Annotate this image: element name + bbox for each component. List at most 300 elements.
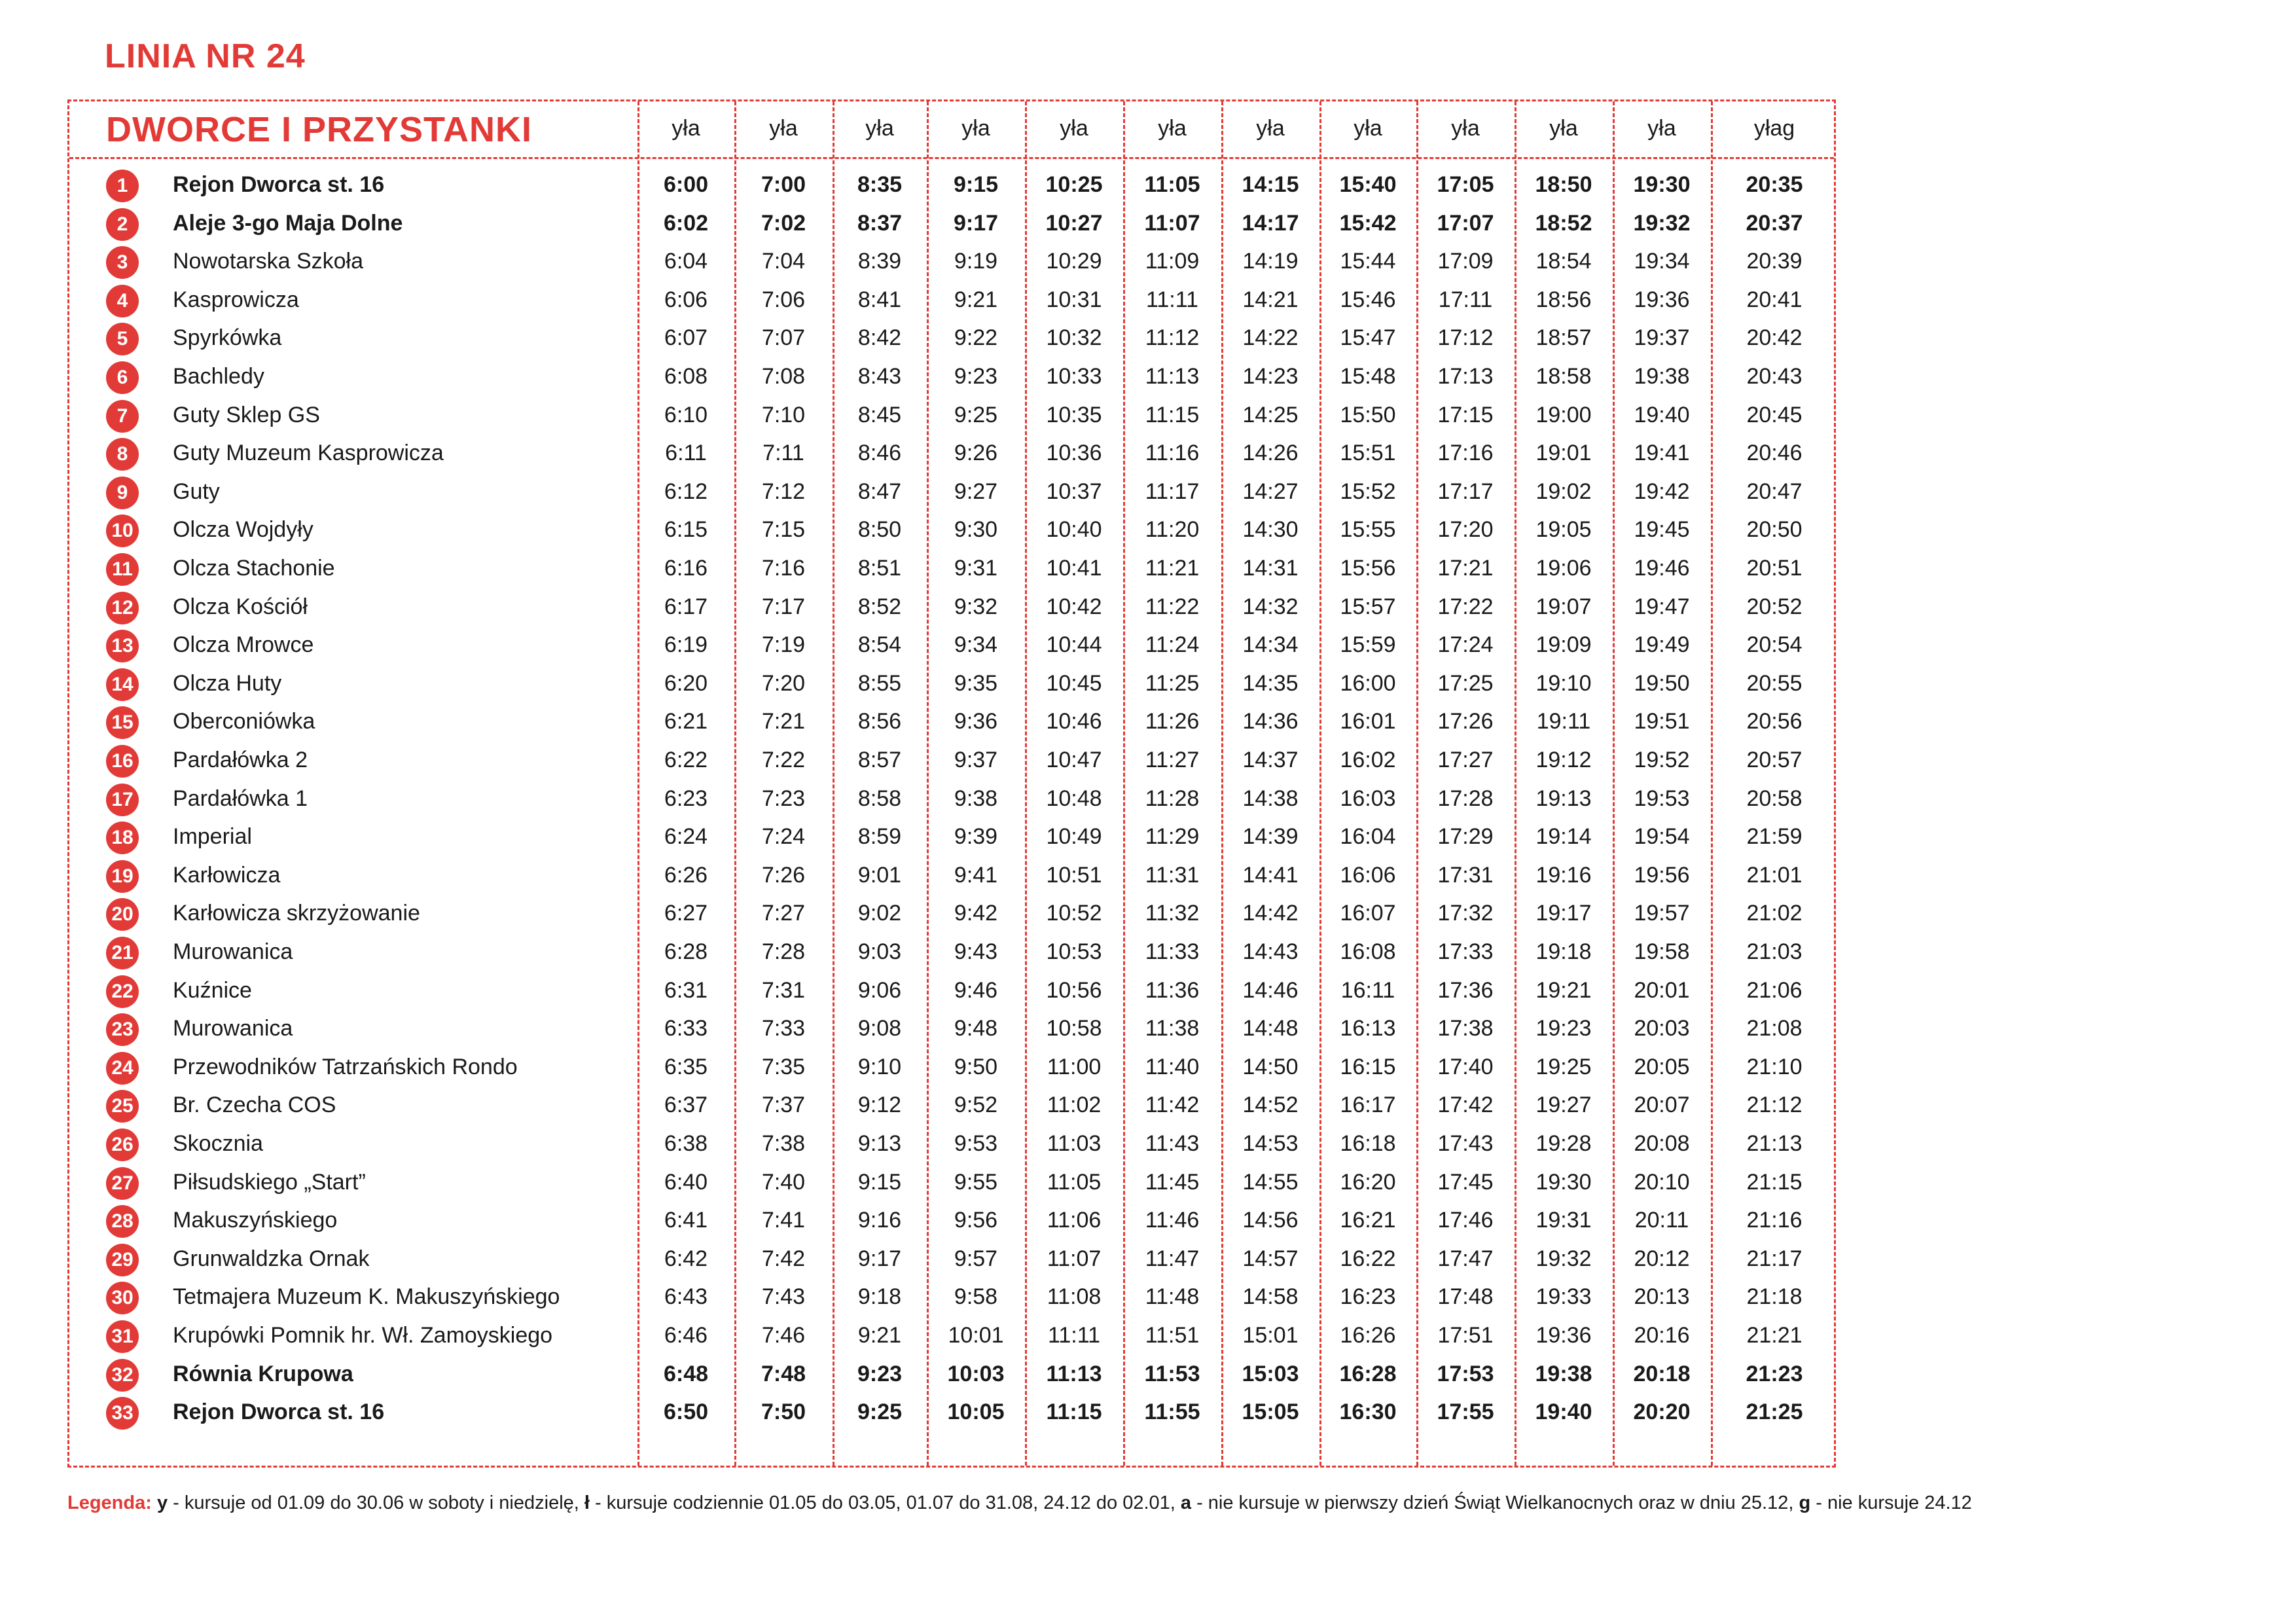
table-row: [69, 934, 1834, 972]
departure-time: 9:42: [954, 901, 998, 926]
departure-time: 20:46: [1746, 441, 1803, 466]
departure-time: 16:20: [1340, 1169, 1396, 1195]
stop-name: Br. Czecha COS: [173, 1092, 336, 1118]
departure-time: 11:24: [1145, 632, 1200, 658]
departure-time: 8:55: [857, 670, 902, 696]
stop-number-badge: 26: [106, 1128, 139, 1161]
departure-time: 10:35: [1046, 402, 1102, 427]
departure-time: 10:52: [1046, 901, 1102, 926]
departure-time: 20:52: [1746, 594, 1803, 619]
departure-time: 19:18: [1535, 939, 1592, 964]
departure-time: 20:11: [1634, 1208, 1689, 1233]
departure-time: 11:13: [1046, 1361, 1102, 1386]
departure-time: 16:11: [1340, 977, 1395, 1003]
departure-time: 11:55: [1144, 1399, 1200, 1425]
departure-time: 14:56: [1242, 1208, 1299, 1233]
departure-time: 21:06: [1746, 977, 1803, 1003]
departure-time: 8:50: [857, 517, 902, 543]
departure-time: 20:55: [1746, 670, 1803, 696]
departure-time: 16:03: [1340, 785, 1396, 811]
departure-time: 9:37: [954, 748, 998, 772]
departure-time: 19:56: [1634, 862, 1690, 888]
departure-time: 17:25: [1437, 670, 1494, 696]
departure-time: 8:41: [857, 287, 902, 312]
departure-time: 8:51: [857, 556, 902, 581]
departure-time: 6:06: [664, 287, 708, 312]
departure-time: 14:39: [1242, 824, 1299, 850]
departure-time: 10:53: [1046, 939, 1102, 964]
stop-number-badge: 31: [106, 1320, 139, 1353]
departure-time: 19:10: [1535, 670, 1592, 696]
stop-number-badge: 4: [106, 285, 139, 317]
departure-time: 17:55: [1437, 1399, 1494, 1425]
departure-time: 11:40: [1145, 1054, 1200, 1079]
column-separator: [1123, 101, 1125, 1466]
departure-time: 10:36: [1046, 441, 1102, 466]
stop-name: Aleje 3-go Maja Dolne: [173, 210, 403, 236]
departure-time: 11:12: [1145, 325, 1200, 351]
departure-time: 14:55: [1242, 1169, 1299, 1195]
column-header: yła: [1549, 116, 1578, 141]
departure-time: 10:49: [1046, 824, 1102, 850]
stop-number-badge: 6: [106, 361, 139, 394]
departure-time: 20:18: [1633, 1361, 1691, 1386]
departure-time: 11:02: [1047, 1092, 1102, 1118]
departure-time: 19:42: [1634, 478, 1690, 504]
stop-name: Guty Muzeum Kasprowicza: [173, 441, 444, 466]
departure-time: 19:46: [1634, 556, 1690, 581]
departure-time: 18:50: [1535, 172, 1592, 197]
departure-time: 19:50: [1634, 670, 1690, 696]
departure-time: 19:14: [1535, 824, 1592, 850]
departure-time: 17:38: [1437, 1016, 1494, 1041]
departure-time: 6:04: [664, 249, 708, 274]
departure-time: 11:06: [1047, 1208, 1102, 1233]
departure-time: 6:08: [664, 364, 708, 389]
departure-time: 11:43: [1145, 1131, 1200, 1156]
departure-time: 15:01: [1242, 1323, 1299, 1348]
table-row: [69, 742, 1834, 780]
stop-name: Równia Krupowa: [173, 1361, 353, 1386]
departure-time: 14:26: [1242, 441, 1299, 466]
departure-time: 15:03: [1242, 1361, 1299, 1386]
departure-time: 19:05: [1535, 517, 1592, 543]
departure-time: 9:15: [857, 1169, 902, 1195]
departure-time: 11:09: [1145, 249, 1200, 274]
departure-time: 17:47: [1437, 1246, 1494, 1271]
departure-time: 21:59: [1746, 824, 1803, 850]
departure-time: 18:57: [1535, 325, 1592, 351]
departure-time: 17:31: [1437, 862, 1494, 888]
column-separator: [1025, 101, 1027, 1466]
departure-time: 14:21: [1242, 287, 1299, 312]
stop-number-badge: 11: [106, 553, 139, 586]
departure-time: 17:20: [1437, 517, 1494, 543]
departure-time: 10:03: [947, 1361, 1005, 1386]
departure-time: 20:45: [1746, 402, 1803, 427]
stop-number-badge: 3: [106, 246, 139, 279]
departure-time: 10:01: [948, 1323, 1004, 1348]
departure-time: 20:08: [1634, 1131, 1690, 1156]
column-separator: [1613, 101, 1615, 1466]
departure-time: 6:46: [664, 1323, 708, 1348]
departure-time: 9:21: [857, 1323, 902, 1348]
departure-time: 17:27: [1437, 748, 1494, 772]
departure-time: 9:34: [954, 632, 998, 658]
column-separator: [637, 101, 639, 1466]
departure-time: 7:50: [761, 1399, 806, 1425]
departure-time: 14:58: [1242, 1284, 1299, 1310]
departure-time: 8:35: [857, 172, 903, 197]
table-row: [69, 206, 1834, 244]
departure-time: 14:27: [1242, 478, 1299, 504]
departure-time: 7:26: [761, 862, 806, 888]
departure-time: 11:36: [1145, 977, 1200, 1003]
stop-number-badge: 12: [106, 592, 139, 624]
departure-time: 14:52: [1242, 1092, 1299, 1118]
departure-time: 19:02: [1535, 478, 1592, 504]
departure-time: 11:38: [1145, 1016, 1200, 1041]
departure-time: 10:46: [1046, 709, 1102, 734]
departure-time: 15:05: [1242, 1399, 1299, 1425]
stop-name: Piłsudskiego „Start”: [173, 1169, 366, 1195]
departure-time: 19:41: [1634, 441, 1690, 466]
stop-name: Kasprowicza: [173, 287, 299, 312]
departure-time: 6:07: [664, 325, 708, 351]
table-row: [69, 1011, 1834, 1049]
stop-name: Karłowicza skrzyżowanie: [173, 901, 420, 926]
departure-time: 6:02: [663, 210, 709, 236]
departure-time: 19:01: [1535, 441, 1592, 466]
departure-time: 11:22: [1145, 594, 1200, 619]
stop-name: Spyrkówka: [173, 325, 282, 351]
departure-time: 17:45: [1437, 1169, 1494, 1195]
departure-time: 8:52: [857, 594, 902, 619]
departure-time: 21:17: [1746, 1246, 1803, 1271]
departure-time: 21:15: [1746, 1169, 1803, 1195]
departure-time: 17:12: [1437, 325, 1494, 351]
stop-name: Makuszyńskiego: [173, 1208, 338, 1233]
departure-time: 15:44: [1340, 249, 1396, 274]
departure-time: 16:13: [1340, 1016, 1396, 1041]
stop-number-badge: 29: [106, 1244, 139, 1276]
departure-time: 17:05: [1437, 172, 1494, 197]
departure-time: 11:17: [1145, 478, 1200, 504]
table-row: [69, 589, 1834, 627]
column-header: yłag: [1753, 116, 1795, 141]
departure-time: 19:27: [1535, 1092, 1592, 1118]
stop-number-badge: 21: [106, 937, 139, 969]
departure-time: 16:26: [1340, 1323, 1396, 1348]
departure-time: 10:37: [1046, 478, 1102, 504]
table-row: [69, 1164, 1834, 1202]
column-header: yła: [1158, 116, 1187, 141]
departure-time: 17:40: [1437, 1054, 1494, 1079]
departure-time: 6:43: [664, 1284, 708, 1310]
column-separator: [1515, 101, 1516, 1466]
departure-time: 17:15: [1437, 402, 1494, 427]
stop-number-badge: 1: [106, 170, 139, 202]
departure-time: 21:10: [1746, 1054, 1803, 1079]
departure-time: 15:51: [1340, 441, 1396, 466]
stop-name: Pardałówka 2: [173, 748, 308, 772]
departure-time: 14:42: [1242, 901, 1299, 926]
departure-time: 20:01: [1634, 977, 1690, 1003]
stop-name: Olcza Kościół: [173, 594, 308, 619]
departure-time: 10:56: [1046, 977, 1102, 1003]
stop-number-badge: 32: [106, 1359, 139, 1392]
departure-time: 11:27: [1145, 748, 1200, 772]
departure-time: 6:42: [664, 1246, 708, 1271]
stop-name: Guty Sklep GS: [173, 402, 320, 427]
departure-time: 6:12: [664, 478, 708, 504]
stop-number-badge: 2: [106, 208, 139, 241]
departure-time: 7:16: [761, 556, 806, 581]
departure-time: 16:04: [1340, 824, 1396, 850]
departure-time: 20:50: [1746, 517, 1803, 543]
departure-time: 7:08: [761, 364, 806, 389]
departure-time: 9:57: [954, 1246, 998, 1271]
departure-time: 15:52: [1340, 478, 1396, 504]
departure-time: 6:37: [664, 1092, 708, 1118]
departure-time: 14:57: [1242, 1246, 1299, 1271]
departure-time: 6:31: [664, 977, 708, 1003]
table-row: [69, 1318, 1834, 1356]
departure-time: 14:19: [1242, 249, 1299, 274]
table-row: [69, 550, 1834, 588]
departure-time: 16:21: [1340, 1208, 1396, 1233]
departure-time: 7:40: [761, 1169, 806, 1195]
stop-number-badge: 13: [106, 630, 139, 662]
column-separator: [1416, 101, 1418, 1466]
stop-name: Grunwaldzka Ornak: [173, 1246, 370, 1271]
departure-time: 6:10: [664, 402, 708, 427]
departure-time: 10:31: [1046, 287, 1102, 312]
departure-time: 10:27: [1045, 210, 1103, 236]
departure-time: 17:51: [1437, 1323, 1494, 1348]
departure-time: 16:06: [1340, 862, 1396, 888]
departure-time: 9:26: [954, 441, 998, 466]
departure-time: 9:27: [954, 478, 998, 504]
table-row: [69, 474, 1834, 512]
legend-key: g: [1799, 1492, 1811, 1513]
departure-time: 7:23: [761, 785, 806, 811]
departure-time: 9:31: [954, 556, 998, 581]
table-row: [69, 244, 1834, 281]
departure-time: 19:45: [1634, 517, 1690, 543]
departure-time: 9:02: [857, 901, 902, 926]
departure-time: 19:34: [1634, 249, 1690, 274]
column-separator: [1319, 101, 1321, 1466]
legend-key: ł: [584, 1492, 590, 1513]
table-row: [69, 666, 1834, 704]
column-header: yła: [961, 116, 990, 141]
departure-time: 8:42: [857, 325, 902, 351]
departure-time: 14:34: [1242, 632, 1299, 658]
stop-name: Olcza Huty: [173, 670, 282, 696]
departure-time: 19:47: [1634, 594, 1690, 619]
table-row: [69, 435, 1834, 473]
departure-time: 14:25: [1242, 402, 1299, 427]
departure-time: 18:58: [1535, 364, 1592, 389]
table-row: [69, 895, 1834, 933]
stop-name: Olcza Stachonie: [173, 556, 335, 581]
stop-name: Krupówki Pomnik hr. Wł. Zamoyskiego: [173, 1323, 553, 1348]
departure-time: 17:21: [1437, 556, 1494, 581]
departure-time: 6:41: [664, 1208, 708, 1233]
stop-name: Skocznia: [173, 1131, 263, 1156]
departure-time: 9:52: [954, 1092, 998, 1118]
stop-number-badge: 14: [106, 668, 139, 701]
departure-time: 7:06: [761, 287, 806, 312]
departure-time: 9:35: [954, 670, 998, 696]
departure-time: 16:01: [1340, 709, 1396, 734]
departure-time: 10:45: [1046, 670, 1102, 696]
departure-time: 9:41: [954, 862, 998, 888]
departure-time: 19:38: [1535, 1361, 1592, 1386]
departure-time: 7:24: [761, 824, 806, 850]
departure-time: 9:32: [954, 594, 998, 619]
departure-time: 10:47: [1046, 748, 1102, 772]
departure-time: 6:26: [664, 862, 708, 888]
departure-time: 19:58: [1634, 939, 1690, 964]
table-row: [69, 1202, 1834, 1240]
legend-text: - nie kursuje 24.12: [1810, 1492, 1972, 1513]
line-title: LINIA NR 24: [105, 37, 306, 75]
departure-time: 17:32: [1437, 901, 1494, 926]
departure-time: 8:59: [857, 824, 902, 850]
departure-time: 21:25: [1746, 1399, 1803, 1425]
departure-time: 20:37: [1746, 210, 1803, 236]
stop-name: Oberconiówka: [173, 709, 315, 734]
departure-time: 15:57: [1340, 594, 1396, 619]
departure-time: 8:45: [857, 402, 902, 427]
stop-number-badge: 20: [106, 898, 139, 931]
departure-time: 6:00: [663, 172, 709, 197]
departure-time: 7:12: [761, 478, 806, 504]
departure-time: 17:22: [1437, 594, 1494, 619]
departure-time: 9:19: [954, 249, 998, 274]
departure-time: 11:13: [1145, 364, 1200, 389]
departure-time: 20:54: [1746, 632, 1803, 658]
stop-number-badge: 27: [106, 1167, 139, 1200]
departure-time: 19:07: [1535, 594, 1592, 619]
departure-time: 17:53: [1437, 1361, 1494, 1386]
departure-time: 17:09: [1437, 249, 1494, 274]
departure-time: 16:22: [1340, 1246, 1396, 1271]
legend-text: - kursuje od 01.09 do 30.06 w soboty i niedzielę,: [168, 1492, 584, 1513]
departure-time: 14:22: [1242, 325, 1299, 351]
departure-time: 6:23: [664, 785, 708, 811]
departure-time: 9:01: [857, 862, 902, 888]
departure-time: 16:23: [1340, 1284, 1396, 1310]
table-row: [69, 320, 1834, 358]
departure-time: 8:54: [857, 632, 902, 658]
table-row: [69, 627, 1834, 665]
departure-time: 9:36: [954, 709, 998, 734]
departure-time: 6:19: [664, 632, 708, 658]
departure-time: 15:55: [1340, 517, 1396, 543]
departure-time: 7:11: [762, 441, 804, 466]
departure-time: 21:02: [1746, 901, 1803, 926]
departure-time: 20:57: [1746, 748, 1803, 772]
departure-time: 19:09: [1535, 632, 1592, 658]
departure-time: 10:40: [1046, 517, 1102, 543]
departure-time: 19:52: [1634, 748, 1690, 772]
column-header: yła: [1060, 116, 1088, 141]
departure-time: 20:16: [1634, 1323, 1690, 1348]
departure-time: 11:47: [1145, 1246, 1200, 1271]
departure-time: 7:27: [761, 901, 806, 926]
column-header: yła: [672, 116, 700, 141]
stop-number-badge: 30: [106, 1282, 139, 1314]
table-row: [69, 819, 1834, 857]
departure-time: 6:40: [664, 1169, 708, 1195]
departure-time: 20:58: [1746, 785, 1803, 811]
stop-number-badge: 23: [106, 1013, 139, 1046]
departure-time: 20:56: [1746, 709, 1803, 734]
departure-time: 17:11: [1438, 287, 1493, 312]
departure-time: 9:25: [954, 402, 998, 427]
departure-time: 16:18: [1340, 1131, 1396, 1156]
stop-number-badge: 28: [106, 1205, 139, 1238]
departure-time: 19:53: [1634, 785, 1690, 811]
stop-number-badge: 9: [106, 477, 139, 509]
stop-name: Murowanica: [173, 939, 293, 964]
departure-time: 14:46: [1242, 977, 1299, 1003]
departure-time: 19:36: [1535, 1323, 1592, 1348]
column-separator: [734, 101, 736, 1466]
departure-time: 9:15: [953, 172, 999, 197]
departure-time: 9:39: [954, 824, 998, 850]
stop-name: Nowotarska Szkoła: [173, 249, 364, 274]
departure-time: 14:15: [1242, 172, 1299, 197]
departure-time: 14:48: [1242, 1016, 1299, 1041]
departure-time: 9:53: [954, 1131, 998, 1156]
departure-time: 7:35: [761, 1054, 806, 1079]
departure-time: 15:56: [1340, 556, 1396, 581]
departure-time: 9:10: [857, 1054, 902, 1079]
departure-time: 19:37: [1634, 325, 1690, 351]
departure-time: 17:16: [1437, 441, 1494, 466]
departure-time: 21:12: [1746, 1092, 1803, 1118]
departure-time: 7:43: [761, 1284, 806, 1310]
table-row: [69, 359, 1834, 397]
table-row: [69, 282, 1834, 320]
departure-time: 17:13: [1437, 364, 1494, 389]
departure-time: 20:13: [1634, 1284, 1690, 1310]
departure-time: 7:07: [761, 325, 806, 351]
departure-time: 9:48: [954, 1016, 998, 1041]
departure-time: 14:35: [1242, 670, 1299, 696]
departure-time: 6:27: [664, 901, 708, 926]
column-header: yła: [1451, 116, 1480, 141]
departure-time: 11:51: [1145, 1323, 1200, 1348]
table-row: [69, 512, 1834, 550]
table-row: [69, 1279, 1834, 1317]
departure-time: 6:20: [664, 670, 708, 696]
departure-time: 8:43: [857, 364, 902, 389]
departure-time: 9:22: [954, 325, 998, 351]
departure-time: 8:56: [857, 709, 902, 734]
table-row: [69, 1356, 1834, 1394]
departure-time: 19:31: [1535, 1208, 1592, 1233]
departure-time: 17:07: [1437, 210, 1494, 236]
departure-time: 19:54: [1634, 824, 1690, 850]
departure-time: 7:37: [761, 1092, 806, 1118]
stop-name: Olcza Mrowce: [173, 632, 314, 658]
stop-name: Imperial: [173, 824, 252, 850]
